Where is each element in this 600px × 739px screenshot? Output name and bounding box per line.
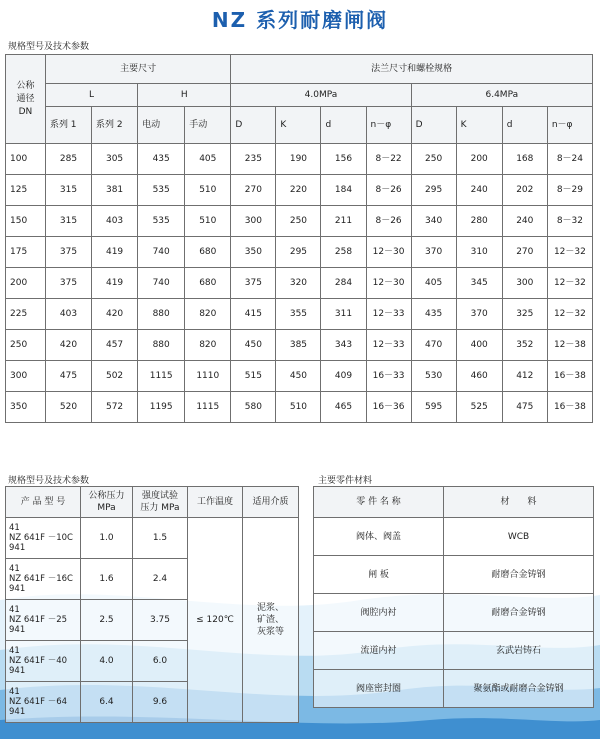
table-cell: 8－22 bbox=[366, 144, 411, 175]
subheader-cell: 系列 1 bbox=[45, 107, 91, 144]
table-cell: 300 bbox=[502, 268, 547, 299]
table-cell: 175 bbox=[6, 237, 46, 268]
table-cell: 184 bbox=[321, 175, 366, 206]
table-cell: 8－32 bbox=[547, 206, 592, 237]
table-cell: 450 bbox=[276, 361, 321, 392]
table-cell: 580 bbox=[231, 392, 276, 423]
table-cell: 250 bbox=[6, 330, 46, 361]
table-cell: 225 bbox=[6, 299, 46, 330]
table-row bbox=[314, 632, 594, 670]
table-cell: 315 bbox=[45, 206, 91, 237]
table-cell: 680 bbox=[185, 237, 231, 268]
table-row bbox=[6, 206, 593, 237]
header-cell: 产 品 型 号 bbox=[6, 487, 81, 518]
table-cell: 381 bbox=[92, 175, 138, 206]
table-cell: 8－26 bbox=[366, 175, 411, 206]
table-cell: 200 bbox=[456, 144, 502, 175]
table-cell: 385 bbox=[276, 330, 321, 361]
table-cell: 1110 bbox=[185, 361, 231, 392]
table-cell: 1195 bbox=[138, 392, 185, 423]
table-cell: 450 bbox=[231, 330, 276, 361]
table-cell: 405 bbox=[411, 268, 456, 299]
table-cell: 740 bbox=[138, 268, 185, 299]
table-cell: 235 bbox=[231, 144, 276, 175]
test-cell: 2.4 bbox=[133, 559, 188, 600]
table-cell: 343 bbox=[321, 330, 366, 361]
table-cell: 355 bbox=[276, 299, 321, 330]
table-cell: 530 bbox=[411, 361, 456, 392]
table-row bbox=[314, 556, 594, 594]
table-cell: 415 bbox=[231, 299, 276, 330]
table-cell: 595 bbox=[411, 392, 456, 423]
table-cell: 12－33 bbox=[366, 330, 411, 361]
table-cell: 320 bbox=[276, 268, 321, 299]
table-row bbox=[314, 518, 594, 556]
table-cell: 510 bbox=[185, 206, 231, 237]
table-cell: 419 bbox=[92, 268, 138, 299]
table-cell: 820 bbox=[185, 330, 231, 361]
material-cell: 聚氨酯或耐磨合金铸钢 bbox=[444, 670, 594, 708]
subheader-cell: D bbox=[231, 107, 276, 144]
table-cell: 403 bbox=[45, 299, 91, 330]
table-cell: 510 bbox=[185, 175, 231, 206]
subheader-cell: d bbox=[321, 107, 366, 144]
table-cell: 285 bbox=[45, 144, 91, 175]
table-cell: 375 bbox=[231, 268, 276, 299]
table-cell: 305 bbox=[92, 144, 138, 175]
dn-header: 公称 通径 DN bbox=[6, 55, 46, 144]
model-cell: 41 NZ 641F －16C 941 bbox=[6, 559, 81, 600]
table-cell: 457 bbox=[92, 330, 138, 361]
table-cell: 16－33 bbox=[366, 361, 411, 392]
part-name-cell: 阀座密封圈 bbox=[314, 670, 444, 708]
header-cell: 强度试验 压力 MPa bbox=[133, 487, 188, 518]
table-cell: 1115 bbox=[138, 361, 185, 392]
main-size-header: 主要尺寸 bbox=[45, 55, 230, 84]
table-cell: 403 bbox=[92, 206, 138, 237]
table-cell: 150 bbox=[6, 206, 46, 237]
table-cell: 370 bbox=[456, 299, 502, 330]
table-cell: 250 bbox=[411, 144, 456, 175]
header-cell: 公称压力 MPa bbox=[81, 487, 133, 518]
test-cell: 3.75 bbox=[133, 600, 188, 641]
spec-dimension-table bbox=[5, 54, 593, 423]
table-cell: 200 bbox=[6, 268, 46, 299]
table-cell: 435 bbox=[138, 144, 185, 175]
subheader-cell: K bbox=[456, 107, 502, 144]
table-row bbox=[6, 144, 593, 175]
table-cell: 16－38 bbox=[547, 392, 592, 423]
pn-cell: 1.6 bbox=[81, 559, 133, 600]
table-cell: 8－29 bbox=[547, 175, 592, 206]
table-cell: 315 bbox=[45, 175, 91, 206]
table-cell: 370 bbox=[411, 237, 456, 268]
pn-cell: 4.0 bbox=[81, 641, 133, 682]
subheader-cell: D bbox=[411, 107, 456, 144]
table-cell: 375 bbox=[45, 237, 91, 268]
table-cell: 310 bbox=[456, 237, 502, 268]
table-cell: 400 bbox=[456, 330, 502, 361]
table-row bbox=[6, 268, 593, 299]
table-cell: 535 bbox=[138, 175, 185, 206]
subheader-cell: 电动 bbox=[138, 107, 185, 144]
subheader-cell: d bbox=[502, 107, 547, 144]
table-row bbox=[6, 237, 593, 268]
table-cell: 412 bbox=[502, 361, 547, 392]
table-cell: 240 bbox=[456, 175, 502, 206]
table3-caption: 主要零件材料 bbox=[318, 476, 373, 486]
table-cell: 880 bbox=[138, 330, 185, 361]
material-cell: 耐磨合金铸钢 bbox=[444, 594, 594, 632]
model-cell: 41 NZ 641F －40 941 bbox=[6, 641, 81, 682]
table-cell: 460 bbox=[456, 361, 502, 392]
table-cell: 12－32 bbox=[547, 299, 592, 330]
table-cell: 502 bbox=[92, 361, 138, 392]
table-cell: 100 bbox=[6, 144, 46, 175]
table-cell: 375 bbox=[45, 268, 91, 299]
pn-cell: 6.4 bbox=[81, 682, 133, 723]
table-row bbox=[6, 361, 593, 392]
table-cell: 202 bbox=[502, 175, 547, 206]
medium-cell: 泥浆、 矿渣、 灰浆等 bbox=[243, 518, 299, 723]
subheader-cell: 手动 bbox=[185, 107, 231, 144]
table-cell: 409 bbox=[321, 361, 366, 392]
table-cell: 345 bbox=[456, 268, 502, 299]
table-cell: 350 bbox=[6, 392, 46, 423]
table-cell: 250 bbox=[276, 206, 321, 237]
table-cell: 311 bbox=[321, 299, 366, 330]
part-name-cell: 阀体、阀盖 bbox=[314, 518, 444, 556]
table-cell: 295 bbox=[411, 175, 456, 206]
table-cell: 352 bbox=[502, 330, 547, 361]
table-cell: 12－30 bbox=[366, 237, 411, 268]
header-cell: 适用介质 bbox=[243, 487, 299, 518]
table-row bbox=[6, 175, 593, 206]
l-header: L bbox=[45, 84, 137, 107]
table-cell: 12－32 bbox=[547, 268, 592, 299]
table-row bbox=[314, 594, 594, 632]
table-cell: 572 bbox=[92, 392, 138, 423]
table-cell: 435 bbox=[411, 299, 456, 330]
part-name-cell: 闸 板 bbox=[314, 556, 444, 594]
table-cell: 520 bbox=[45, 392, 91, 423]
table-cell: 190 bbox=[276, 144, 321, 175]
table-row bbox=[6, 330, 593, 361]
test-cell: 9.6 bbox=[133, 682, 188, 723]
table-cell: 220 bbox=[276, 175, 321, 206]
subheader-cell: K bbox=[276, 107, 321, 144]
materials-table bbox=[313, 486, 594, 708]
table-cell: 8－24 bbox=[547, 144, 592, 175]
table-cell: 16－38 bbox=[547, 361, 592, 392]
table-cell: 12－33 bbox=[366, 299, 411, 330]
table1-caption: 规格型号及技术参数 bbox=[8, 42, 90, 52]
test-cell: 6.0 bbox=[133, 641, 188, 682]
table-cell: 270 bbox=[231, 175, 276, 206]
flange-header: 法兰尺寸和螺栓规格 bbox=[231, 55, 593, 84]
pn-cell: 1.0 bbox=[81, 518, 133, 559]
table-cell: 295 bbox=[276, 237, 321, 268]
material-cell: 玄武岩铸石 bbox=[444, 632, 594, 670]
part-name-cell: 流道内衬 bbox=[314, 632, 444, 670]
pressure-64-header: 6.4MPa bbox=[411, 84, 592, 107]
table-cell: 475 bbox=[502, 392, 547, 423]
table-cell: 16－36 bbox=[366, 392, 411, 423]
table-cell: 405 bbox=[185, 144, 231, 175]
table-cell: 350 bbox=[231, 237, 276, 268]
table-row bbox=[6, 518, 299, 559]
table-cell: 340 bbox=[411, 206, 456, 237]
table-cell: 535 bbox=[138, 206, 185, 237]
model-cell: 41 NZ 641F －25 941 bbox=[6, 600, 81, 641]
table-cell: 680 bbox=[185, 268, 231, 299]
h-header: H bbox=[138, 84, 231, 107]
table-cell: 880 bbox=[138, 299, 185, 330]
header-cell: 工作温度 bbox=[188, 487, 243, 518]
table-cell: 240 bbox=[502, 206, 547, 237]
table-cell: 525 bbox=[456, 392, 502, 423]
table-cell: 284 bbox=[321, 268, 366, 299]
table-row bbox=[6, 392, 593, 423]
pn-cell: 2.5 bbox=[81, 600, 133, 641]
table-cell: 280 bbox=[456, 206, 502, 237]
table-cell: 8－26 bbox=[366, 206, 411, 237]
table-cell: 475 bbox=[45, 361, 91, 392]
page-title: NZ 系列耐磨闸阀 bbox=[211, 8, 389, 32]
table-cell: 325 bbox=[502, 299, 547, 330]
subheader-cell: n－φ bbox=[547, 107, 592, 144]
material-cell: WCB bbox=[444, 518, 594, 556]
table-cell: 420 bbox=[92, 299, 138, 330]
model-cell: 41 NZ 641F －64 941 bbox=[6, 682, 81, 723]
table-cell: 465 bbox=[321, 392, 366, 423]
spec-pressure-table bbox=[5, 486, 299, 723]
table-cell: 300 bbox=[6, 361, 46, 392]
table-cell: 515 bbox=[231, 361, 276, 392]
table-cell: 510 bbox=[276, 392, 321, 423]
table-cell: 12－32 bbox=[547, 237, 592, 268]
table-cell: 420 bbox=[45, 330, 91, 361]
table-cell: 12－38 bbox=[547, 330, 592, 361]
table-cell: 820 bbox=[185, 299, 231, 330]
table-cell: 168 bbox=[502, 144, 547, 175]
model-cell: 41 NZ 641F －10C 941 bbox=[6, 518, 81, 559]
table-cell: 12－30 bbox=[366, 268, 411, 299]
table-cell: 211 bbox=[321, 206, 366, 237]
part-name-cell: 阀腔内衬 bbox=[314, 594, 444, 632]
table2-caption: 规格型号及技术参数 bbox=[8, 476, 90, 486]
table-cell: 419 bbox=[92, 237, 138, 268]
table-row bbox=[6, 299, 593, 330]
table-cell: 156 bbox=[321, 144, 366, 175]
table-cell: 470 bbox=[411, 330, 456, 361]
table-row bbox=[314, 670, 594, 708]
test-cell: 1.5 bbox=[133, 518, 188, 559]
table-cell: 1115 bbox=[185, 392, 231, 423]
table-cell: 270 bbox=[502, 237, 547, 268]
table-cell: 740 bbox=[138, 237, 185, 268]
material-cell: 耐磨合金铸钢 bbox=[444, 556, 594, 594]
subheader-cell: 系列 2 bbox=[92, 107, 138, 144]
table-cell: 258 bbox=[321, 237, 366, 268]
table-cell: 300 bbox=[231, 206, 276, 237]
header-cell: 材 料 bbox=[444, 487, 594, 518]
subheader-cell: n－φ bbox=[366, 107, 411, 144]
temperature-cell: ≤ 120℃ bbox=[188, 518, 243, 723]
header-cell: 零 件 名 称 bbox=[314, 487, 444, 518]
table-cell: 125 bbox=[6, 175, 46, 206]
pressure-40-header: 4.0MPa bbox=[231, 84, 411, 107]
